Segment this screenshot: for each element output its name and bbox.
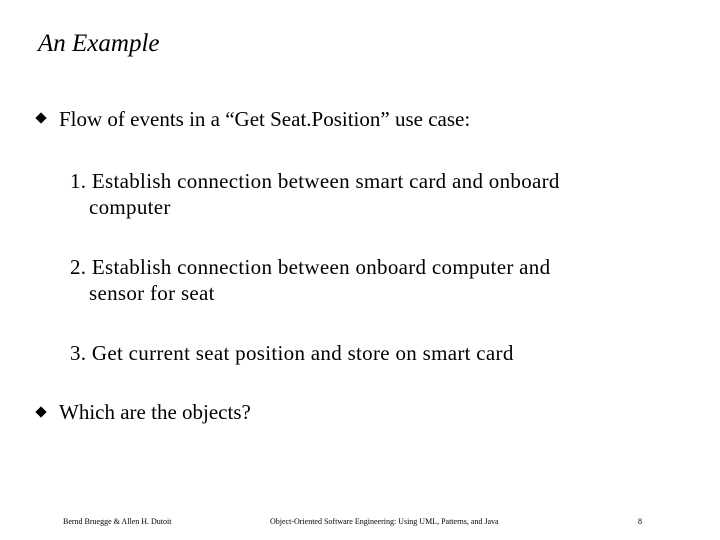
step-3-line1: 3. Get current seat position and store on smart card xyxy=(70,341,514,365)
slide-title: An Example xyxy=(38,30,160,57)
step-1 xyxy=(70,168,560,220)
step-3 xyxy=(70,340,514,366)
step-1-line2: computer xyxy=(89,195,171,219)
footer-authors: Bernd Bruegge & Allen H. Dutoit xyxy=(63,517,172,526)
bullet-diamond-icon xyxy=(35,406,46,417)
step-1-line1: 1. Establish connection between smart card and onboard xyxy=(70,169,560,193)
step-2 xyxy=(70,254,550,306)
step-2-line1: 2. Establish connection between onboard computer and xyxy=(70,255,551,279)
step-2-line2: sensor for seat xyxy=(89,281,215,305)
bullet-text-flow-of-events: Flow of events in a “Get Seat.Position” use case: xyxy=(59,107,471,131)
bullet-diamond-icon xyxy=(35,112,46,123)
footer-book-title: Object-Oriented Software Engineering: Using UML, Patterns, and Java xyxy=(270,517,499,526)
bullet-text-which-objects: Which are the objects? xyxy=(59,400,251,424)
footer-page-number: 8 xyxy=(638,517,642,526)
